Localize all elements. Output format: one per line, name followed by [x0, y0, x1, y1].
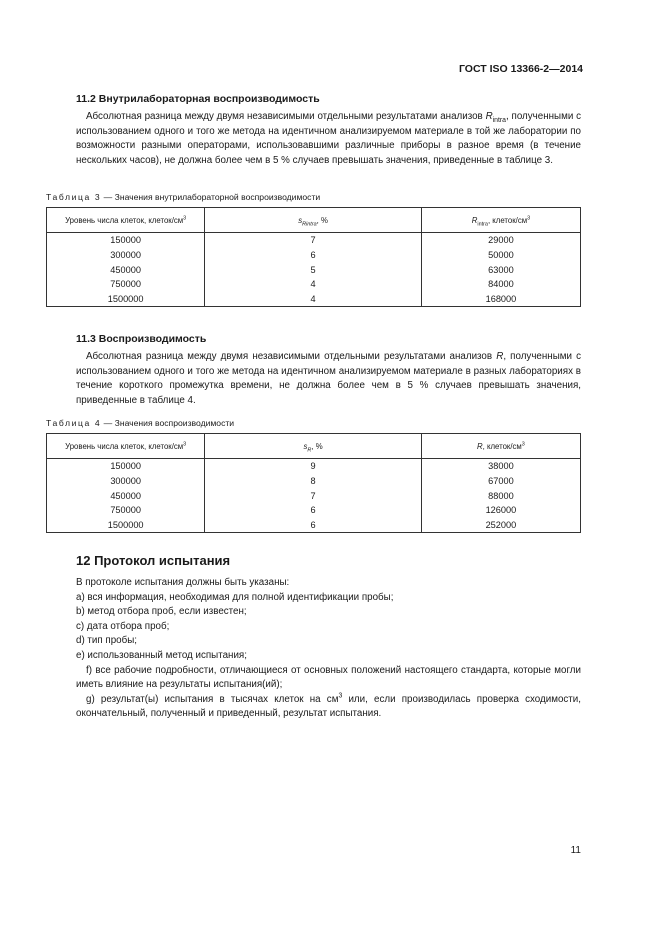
- table-cell: 7: [205, 233, 422, 248]
- table-cell: 168000: [421, 292, 580, 307]
- table-cell: 750000: [47, 503, 205, 518]
- section-11-3-title: 11.3 Воспроизводимость: [76, 333, 207, 345]
- table-cell: 252000: [421, 518, 580, 533]
- table-4-caption: Таблица 4 — Значения воспроизводимости: [46, 418, 235, 428]
- table-4-header-s: $s_R$, %: [205, 434, 422, 459]
- list-item: a) вся информация, необходимая для полной идентификации пробы;: [76, 591, 394, 603]
- table-3-header-r: $R_{intra}$, клеток/$см^3$: [421, 208, 580, 233]
- table-3: [46, 207, 581, 307]
- table-3-caption: Таблица 3 — Значения внутрилабораторной воспроизводимости: [46, 192, 321, 202]
- table-cell: 67000: [421, 474, 580, 489]
- table-cell: 84000: [421, 277, 580, 292]
- table-cell: 38000: [421, 459, 580, 474]
- table-cell: 450000: [47, 488, 205, 503]
- table-cell: 1500000: [47, 518, 205, 533]
- table-3-header-level: Уровень числа клеток, клеток/$см^3$: [47, 208, 205, 233]
- table-cell: 7: [205, 488, 422, 503]
- table-cell: 150000: [47, 459, 205, 474]
- section-11-3-paragraph: Абсолютная разница между двумя независимыми отдельными результатами анализов R, полученными с использованием одного и того же метода на идентичном анализируемом материале в разных лабораториях в течение короткого промежутка времени, не должна более чем в 5 % случаев превышать значения, приведенные в таблице 4.: [76, 351, 581, 406]
- table-3-header-s: $s_{Rintra}$, %: [205, 208, 422, 233]
- table-cell: 29000: [421, 233, 580, 248]
- list-item: e) использованный метод испытания;: [76, 649, 247, 661]
- table-cell: 300000: [47, 474, 205, 489]
- table-row: [47, 518, 581, 533]
- table-cell: 63000: [421, 262, 580, 277]
- table-cell: 4: [205, 277, 422, 292]
- section-11-2-paragraph: Абсолютная разница между двумя независимыми отдельными результатами анализов $R_{intra}$, полученными с использованием одного и того же метода на идентичном анализируемом материале в той же лаборатории по возможности разными операторами, использовавшими различные приборы в разное время (в течение нескольких часов), не должна более чем в 5 % случаев превышать значения, приведенные в таблице 3.: [76, 111, 581, 166]
- table-cell: 88000: [421, 488, 580, 503]
- table-row: [47, 292, 581, 307]
- table-cell: 1500000: [47, 292, 205, 307]
- list-item: c) дата отбора проб;: [76, 620, 170, 632]
- table-cell: 5: [205, 262, 422, 277]
- section-12-title: 12 Протокол испытания: [76, 553, 231, 568]
- protocol-list: [76, 576, 581, 722]
- table-cell: 450000: [47, 262, 205, 277]
- table-cell: 150000: [47, 233, 205, 248]
- table-cell: 6: [205, 518, 422, 533]
- table-cell: 6: [205, 503, 422, 518]
- list-item: b) метод отбора проб, если известен;: [76, 606, 247, 618]
- table-cell: 50000: [421, 248, 580, 263]
- table-cell: 6: [205, 248, 422, 263]
- table-4-header-r: R, клеток/$см^3$: [421, 434, 580, 459]
- page-number: 11: [570, 845, 581, 856]
- list-item: d) тип пробы;: [76, 635, 137, 647]
- table-row: [47, 459, 581, 474]
- table-row: [47, 277, 581, 292]
- table-row: [47, 233, 581, 248]
- list-intro: В протоколе испытания должны быть указаны:: [76, 577, 290, 588]
- table-row: [47, 474, 581, 489]
- document-id: ГОСТ ISO 13366-2—2014: [458, 63, 583, 75]
- table-cell: 126000: [421, 503, 580, 518]
- table-cell: 750000: [47, 277, 205, 292]
- table-row: [47, 262, 581, 277]
- table-row: [47, 503, 581, 518]
- table-cell: 9: [205, 459, 422, 474]
- table-4-header-level: Уровень числа клеток, клеток/$см^3$: [47, 434, 205, 459]
- section-11-2-title: 11.2 Внутрилабораторная воспроизводимость: [76, 93, 320, 105]
- table-cell: 4: [205, 292, 422, 307]
- table-row: [47, 248, 581, 263]
- table-row: [47, 488, 581, 503]
- table-4: [46, 433, 581, 533]
- table-cell: 300000: [47, 248, 205, 263]
- list-item: g) результат(ы) испытания в тысячах клеток на $см^3$ или, если производилась проверка сходимости, окончательный, полученный и приведенный, результат испытания.: [76, 692, 581, 720]
- list-item: f) все рабочие подробности, отличающиеся от основных положений настоящего стандарта, которые могли иметь влияние на результаты испытания(ий);: [76, 664, 581, 691]
- table-cell: 8: [205, 474, 422, 489]
